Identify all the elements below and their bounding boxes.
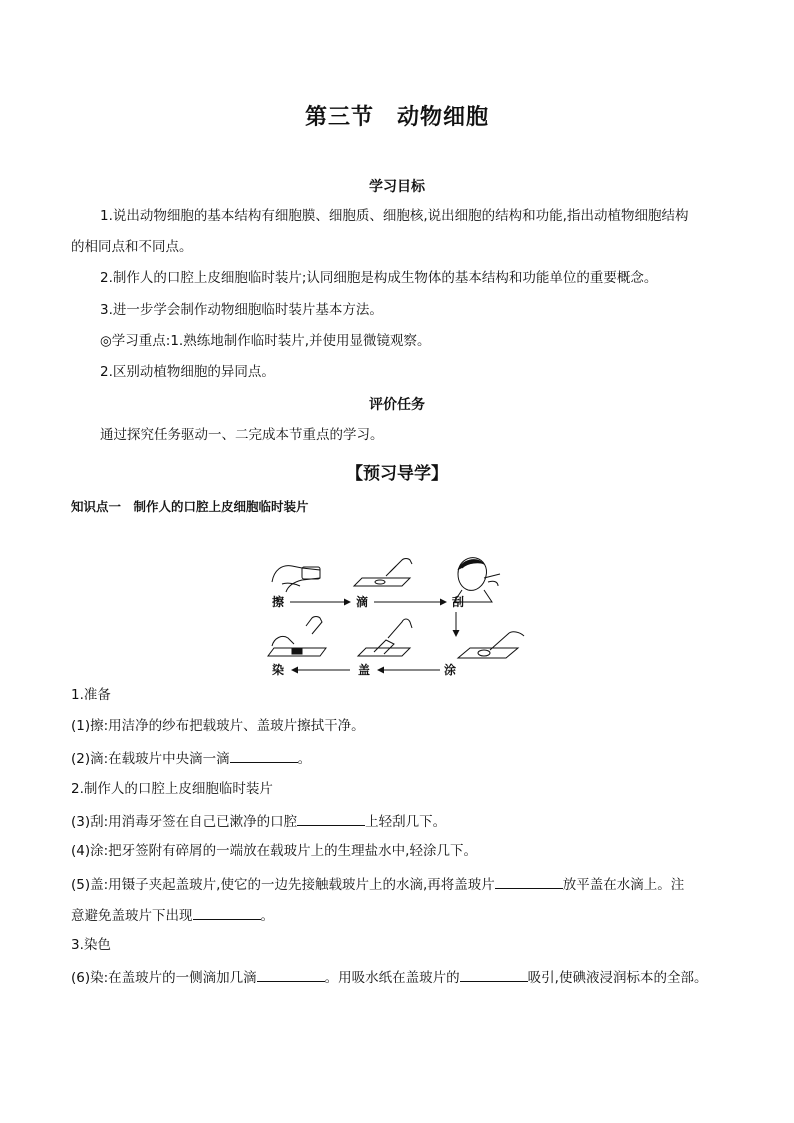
diagram-label-smear: 涂 — [444, 663, 457, 677]
focus-1: ◎学习重点:1.熟练地制作临时装片,并使用显微镜观察。 — [100, 333, 431, 349]
step-5-cont-end: 。 — [260, 908, 274, 924]
step-1-wipe: (1)擦:用洁净的纱布把载玻片、盖玻片擦拭干净。 — [71, 718, 365, 734]
step-5-text: (5)盖:用镊子夹起盖玻片,使它的一边先接触载玻片上的水滴,再将盖玻片 — [71, 877, 495, 893]
step-stain-heading: 3.染色 — [71, 937, 111, 953]
step-3-scrape — [71, 810, 446, 832]
smear-illustration — [458, 632, 524, 658]
evaluation-text: 通过探究任务驱动一、二完成本节重点的学习。 — [100, 427, 384, 443]
step-2-text: (2)滴:在载玻片中央滴一滴 — [71, 751, 230, 767]
step-3-text: (3)刮:用消毒牙签在自己已漱净的口腔 — [71, 814, 298, 830]
learning-goals-heading: 学习目标 — [369, 179, 425, 195]
goal-2: 2.制作人的口腔上皮细胞临时装片;认同细胞是构成生物体的基本结构和功能单位的重要概念。 — [100, 270, 658, 286]
answer-blank[interactable] — [297, 810, 365, 826]
diagram-label-stain: 染 — [272, 663, 285, 677]
step-make-heading: 2.制作人的口腔上皮细胞临时装片 — [71, 781, 273, 797]
focus-2: 2.区别动植物细胞的异同点。 — [100, 364, 275, 380]
answer-blank[interactable] — [230, 747, 298, 763]
step-5-end: 放平盖在水滴上。注 — [562, 877, 685, 893]
step-6-stain — [71, 966, 707, 988]
stain-illustration — [268, 617, 326, 657]
goal-1-line-2: 的相同点和不同点。 — [71, 239, 193, 255]
step-3-end: 上轻刮几下。 — [365, 814, 447, 830]
cover-illustration — [358, 619, 412, 656]
step-6-text: (6)染:在盖玻片的一侧滴加几滴 — [71, 970, 257, 986]
step-5-cont — [71, 904, 274, 926]
answer-blank[interactable] — [460, 966, 528, 982]
step-6-mid: 。用吸水纸在盖玻片的 — [324, 970, 460, 986]
evaluation-heading: 评价任务 — [369, 397, 425, 413]
step-4-smear: (4)涂:把牙签附有碎屑的一端放在载玻片上的生理盐水中,轻涂几下。 — [71, 843, 477, 859]
answer-blank[interactable] — [257, 966, 325, 982]
diagram-label-cover: 盖 — [358, 663, 371, 677]
answer-blank[interactable] — [193, 904, 261, 920]
step-5-cont-text: 意避免盖玻片下出现 — [71, 908, 193, 924]
step-6-end: 吸引,使碘液浸润标本的全部。 — [527, 970, 708, 986]
diagram-label-scrape: 刮 — [452, 595, 465, 609]
drop-illustration — [354, 559, 412, 587]
answer-blank[interactable] — [495, 873, 563, 889]
goal-3: 3.进一步学会制作动物细胞临时装片基本方法。 — [100, 302, 383, 318]
page-title: 第三节 动物细胞 — [304, 105, 489, 130]
procedure-diagram — [262, 552, 532, 680]
diagram-label-drop: 滴 — [356, 595, 369, 609]
wipe-illustration — [272, 566, 320, 592]
step-5-cover — [71, 873, 684, 895]
step-prepare-heading: 1.准备 — [71, 687, 111, 703]
knowledge-point-heading: 知识点一 制作人的口腔上皮细胞临时装片 — [71, 499, 309, 514]
preview-heading: 【预习导学】 — [346, 464, 448, 484]
goal-1-line-1: 1.说出动物细胞的基本结构有细胞膜、细胞质、细胞核,说出细胞的结构和功能,指出动植物细胞结构 — [100, 208, 689, 224]
diagram-label-wipe: 擦 — [272, 595, 285, 609]
step-2-drop — [71, 747, 311, 769]
step-2-end: 。 — [297, 751, 312, 767]
